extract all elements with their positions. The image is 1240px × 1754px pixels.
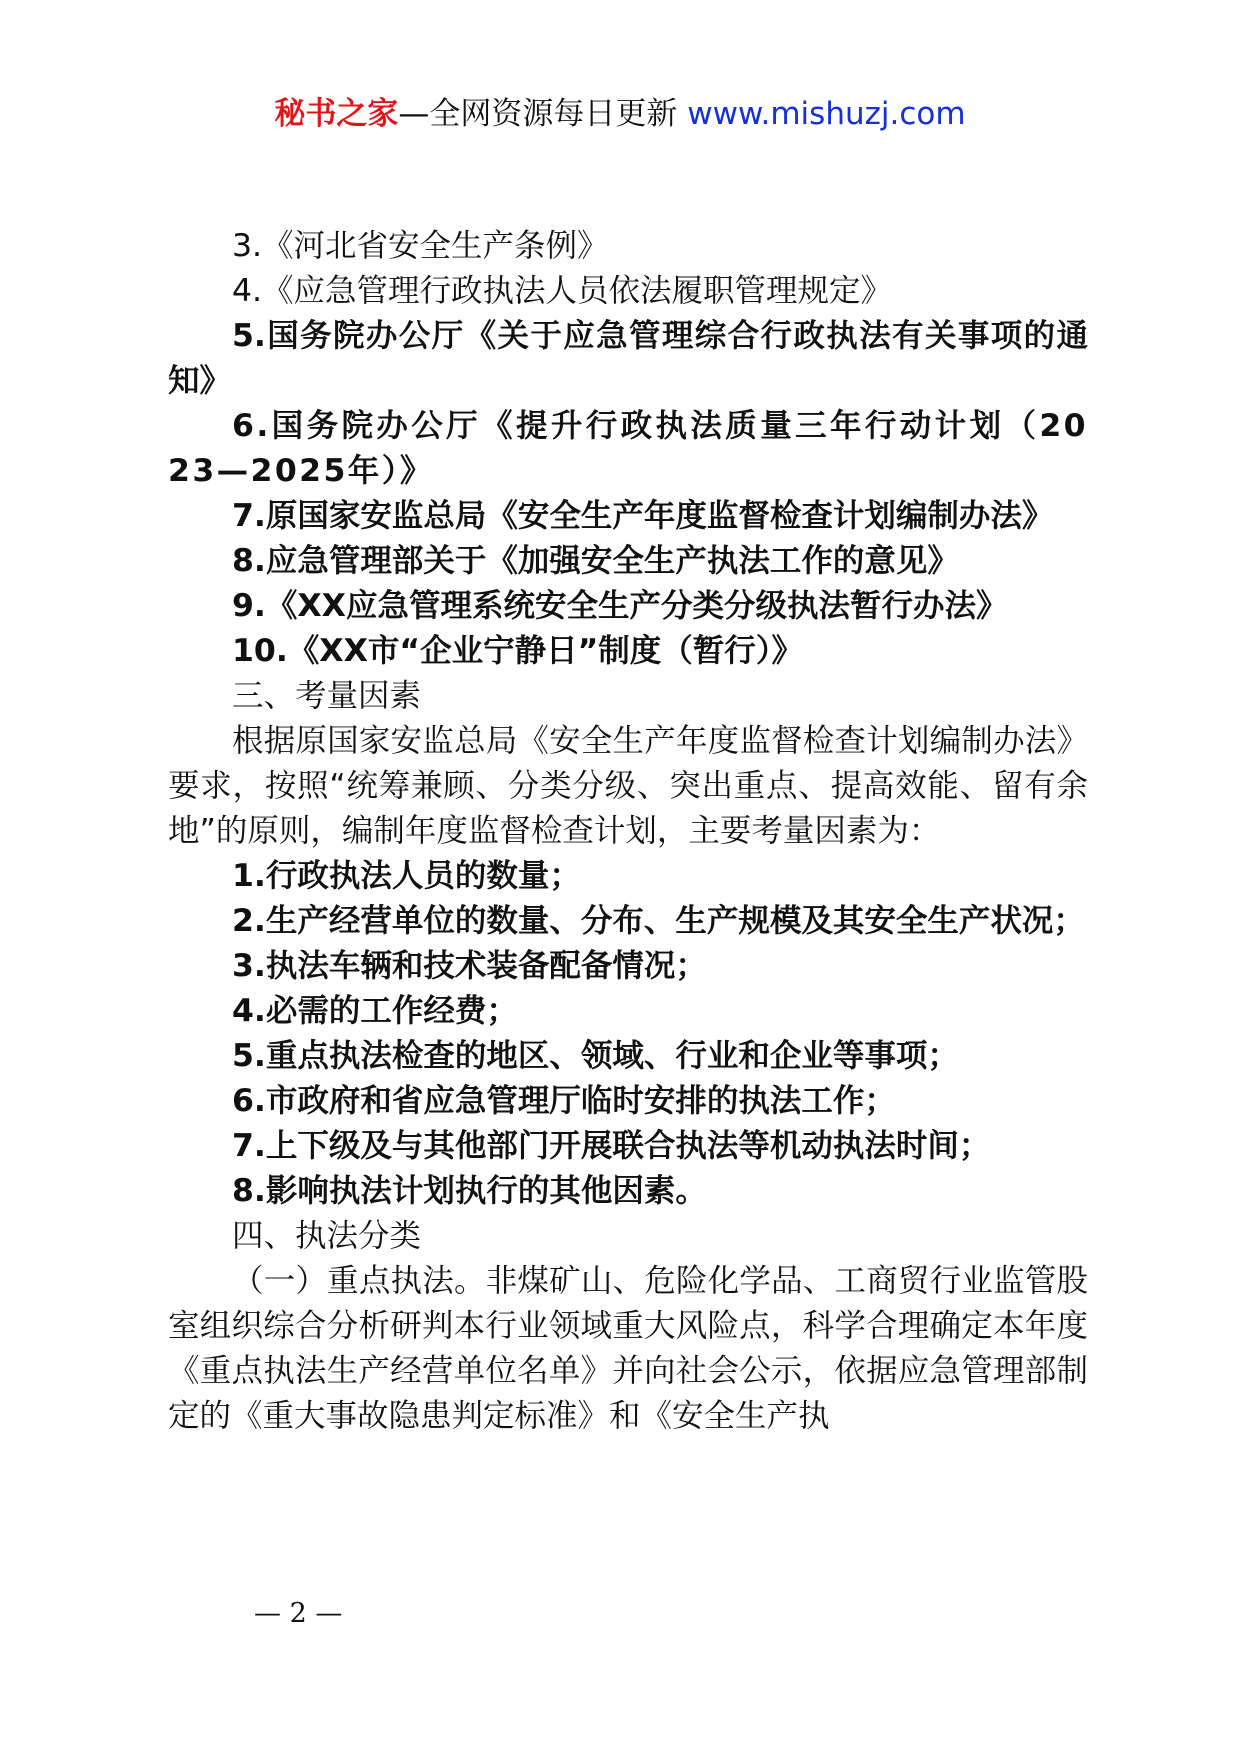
section-heading-factors: 三、考量因素 [232, 678, 422, 714]
factor-item-1: 1.行政执法人员的数量； [232, 858, 581, 894]
basis-item-8: 8.应急管理部关于《加强安全生产执法工作的意见》 [232, 543, 959, 579]
basis-item-6: 6.国务院办公厅《提升行政执法质量三年行动计划（2023—2025年）》 [168, 408, 1088, 489]
basis-item-7: 7.原国家安监总局《安全生产年度监督检查计划编制办法》 [232, 498, 1054, 534]
factor-item-2: 2.生产经营单位的数量、分布、生产规模及其安全生产状况； [232, 903, 1085, 939]
factor-item-6: 6.市政府和省应急管理厅临时安排的执法工作； [232, 1083, 896, 1119]
factor-item-8: 8.影响执法计划执行的其他因素。 [232, 1173, 707, 1209]
basis-item-10: 10.《XX市“企业宁静日”制度（暂行）》 [232, 633, 804, 669]
factor-item-4: 4.必需的工作经费； [232, 993, 518, 1029]
key-enforcement-paragraph: （一）重点执法。非煤矿山、危险化学品、工商贸行业监管股室组织综合分析研判本行业领域重大风险点，科学合理确定本年度《重点执法生产经营单位名单》并向社会公示，依据应急管理部制定的《重大事故隐患判定标准》和《安全生产执 [168, 1263, 1088, 1434]
factor-item-5: 5.重点执法检查的地区、领域、行业和企业等事项； [232, 1038, 959, 1074]
document-body [168, 224, 1088, 1439]
banner-tagline: —全网资源每日更新 [398, 96, 688, 132]
factors-intro-paragraph: 根据原国家安监总局《安全生产年度监督检查计划编制办法》要求，按照“统筹兼顾、分类分级、突出重点、提高效能、留有余地”的原则，编制年度监督检查计划，主要考量因素为： [168, 723, 1088, 849]
site-url-link[interactable]: www.mishuzj.com [687, 96, 966, 132]
factor-item-7: 7.上下级及与其他部门开展联合执法等机动执法时间； [232, 1128, 991, 1164]
page-number: — 2 — [254, 1598, 343, 1629]
basis-item-5: 5.国务院办公厅《关于应急管理综合行政执法有关事项的通知》 [168, 318, 1088, 399]
factor-item-3: 3.执法车辆和技术装备配备情况； [232, 948, 707, 984]
basis-item-4: 4.《应急管理行政执法人员依法履职管理规定》 [232, 273, 893, 309]
basis-item-3: 3.《河北省安全生产条例》 [232, 228, 609, 264]
basis-item-9: 9.《XX应急管理系统安全生产分类分级执法暂行办法》 [232, 588, 1008, 624]
brand-name: 秘书之家 [274, 96, 399, 132]
site-banner [0, 92, 1240, 136]
section-heading-classification: 四、执法分类 [232, 1218, 422, 1254]
